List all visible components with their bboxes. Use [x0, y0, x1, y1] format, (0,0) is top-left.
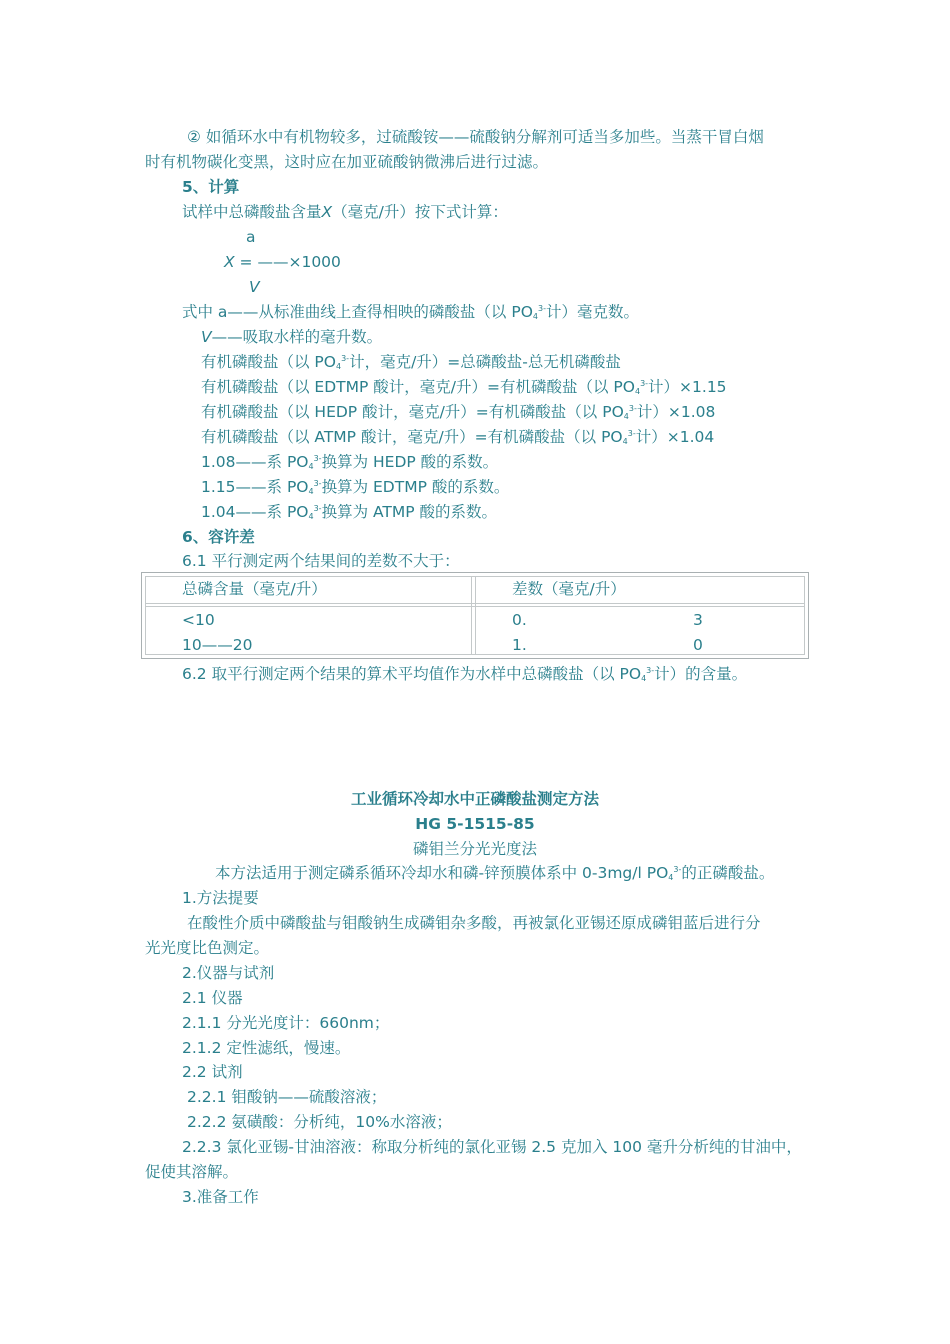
table-cell-diff: 0. [512, 611, 527, 629]
table-cell-range: <10 [182, 611, 215, 629]
formula-body: = ——×1000 [234, 253, 341, 271]
where-v-line: V——吸取水样的毫升数。 [201, 328, 383, 346]
paragraph-line: 光光度比色测定。 [145, 939, 270, 957]
variable-x: X [321, 203, 333, 221]
list-item: 促使其溶解。 [145, 1163, 239, 1181]
section-heading-calc: 5、计算 [182, 178, 240, 196]
list-item: 2.2.1 钼酸钠——硫酸溶液； [187, 1088, 387, 1106]
paragraph-line: 6.2 取平行测定两个结果的算术平均值作为水样中总磷酸盐（以 $PO_4^{3-}$计）的含量。 [182, 665, 748, 683]
section-heading: 3.准备工作 [182, 1188, 259, 1206]
formula-numerator: a [246, 228, 256, 246]
coefficient-line: 1.08——系 $PO_4^{3-}$换算为 HEDP 酸的系数。 [201, 453, 499, 471]
section-heading-tolerance: 6、容许差 [182, 528, 255, 546]
list-item: 2.1.1 分光光度计：660nm； [182, 1014, 390, 1032]
table-cell-range: 10——20 [182, 636, 253, 654]
document-title: 工业循环冷却水中正磷酸盐测定方法 [350, 790, 599, 808]
organic-line: 有机磷酸盐（以 HEDP 酸计，毫克/升）=有机磷酸盐（以 $PO_4^{3-}$计）×1.08 [201, 403, 716, 421]
paragraph-line: 时有机物碳化变黑，这时应在加亚硫酸钠微沸后进行过滤。 [145, 153, 549, 171]
organic-line: 有机磷酸盐（以 $PO_4^{3-}$计，毫克/升）=总磷酸盐-总无机磷酸盐 [201, 353, 621, 371]
table-header-cell: 差数（毫克/升） [512, 580, 626, 598]
coefficient-line: 1.15——系 $PO_4^{3-}$换算为 EDTMP 酸的系数。 [201, 478, 510, 496]
document-code: HG 5-1515-85 [415, 815, 535, 833]
where-a-line: 式中 a——从标准曲线上查得相映的磷酸盐（以 $PO_4^{3-}$计）毫克数。 [182, 303, 639, 321]
formula-lhs: X [224, 253, 235, 271]
scope-line: 本方法适用于测定磷系循环冷却水和磷-锌预膜体系中 0-3mg/l $PO_4^{3-}$的正磷酸盐。 [215, 864, 775, 882]
table-header-rule [145, 603, 805, 607]
table-cell-diff: 0 [693, 636, 703, 654]
paragraph-line: ② 如循环水中有机物较多，过硫酸铵——硫酸钠分解剂可适当多加些。当蒸干冒白烟 [187, 128, 764, 146]
organic-line: 有机磷酸盐（以 EDTMP 酸计，毫克/升）=有机磷酸盐（以 $PO_4^{3-}$计）×1.15 [201, 378, 727, 396]
method-name: 磷钼兰分光光度法 [412, 840, 537, 858]
table-cell-diff: 1. [512, 636, 527, 654]
list-item: 2.2.3 氯化亚锡-甘油溶液：称取分析纯的氯化亚锡 2.5 克加入 100 毫升分析纯的甘油中， [182, 1138, 802, 1156]
subsection-heading: 2.2 试剂 [182, 1063, 243, 1081]
section-heading: 2.仪器与试剂 [182, 964, 275, 982]
paragraph-line: 在酸性介质中磷酸盐与钼酸钠生成磷钼杂多酸，再被氯化亚锡还原成磷钼蓝后进行分 [187, 914, 761, 932]
subsection-heading: 2.1 仪器 [182, 989, 243, 1007]
section-heading: 1.方法提要 [182, 889, 259, 907]
calc-intro: 试样中总磷酸盐含量X（毫克/升）按下式计算： [182, 203, 508, 221]
list-item: 2.1.2 定性滤纸，慢速。 [182, 1039, 351, 1057]
coefficient-line: 1.04——系 $PO_4^{3-}$换算为 ATMP 酸的系数。 [201, 503, 498, 521]
formula-denominator: V [249, 278, 260, 296]
tolerance-table [141, 572, 809, 659]
formula-line [224, 252, 341, 272]
table-cell-diff: 3 [693, 611, 703, 629]
list-item: 2.2.2 氨磺酸：分析纯，10%水溶液； [187, 1113, 452, 1131]
organic-line: 有机磷酸盐（以 ATMP 酸计，毫克/升）=有机磷酸盐（以 $PO_4^{3-}$计）×1.04 [201, 428, 715, 446]
paragraph-line: 6.1 平行测定两个结果间的差数不大于： [182, 552, 460, 570]
table-divider [471, 576, 476, 655]
table-header-cell: 总磷含量（毫克/升） [182, 580, 327, 598]
